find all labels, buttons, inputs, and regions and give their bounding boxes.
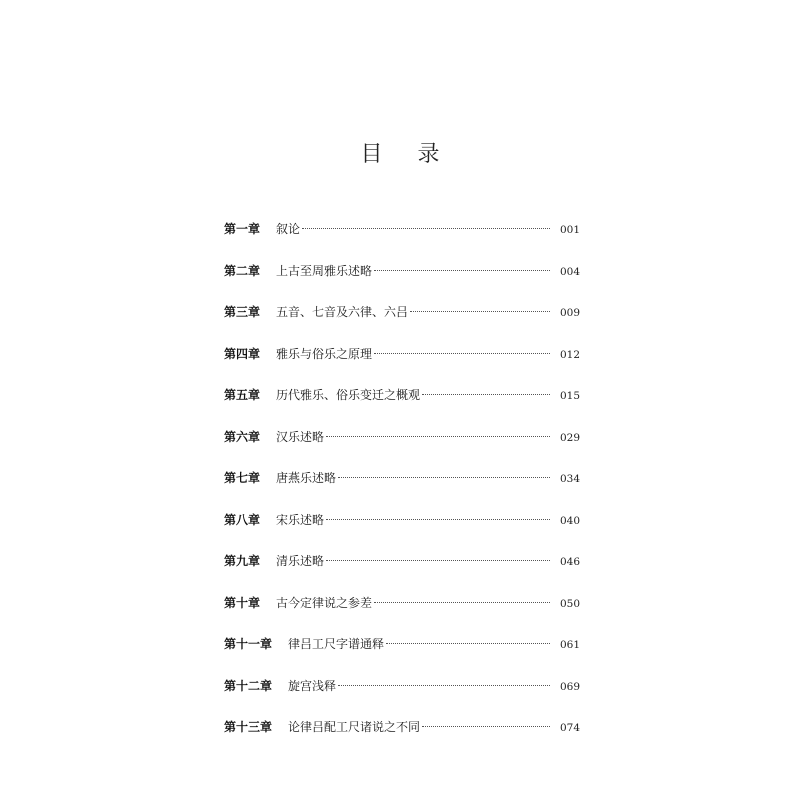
chapter-number: 第三章	[224, 305, 261, 319]
chapter-number: 第十二章	[224, 678, 273, 693]
page-number: 004	[559, 265, 580, 278]
chapter-title: 雅乐与俗乐之原理	[276, 346, 373, 361]
chapter-number: 第八章	[224, 512, 261, 527]
toc-entry-chapter-10[interactable]	[224, 590, 580, 632]
toc-entry-chapter-12[interactable]	[224, 673, 580, 715]
dot-leader	[410, 310, 550, 312]
toc-entry-chapter-13[interactable]	[224, 714, 580, 756]
chapter-title: 律吕工尺字谱通释	[288, 637, 385, 651]
page-title: 目 录	[360, 141, 454, 167]
chapter-title: 叙论	[276, 222, 301, 236]
page-number: 050	[559, 597, 580, 610]
chapter-title: 论律吕配工尺诸说之不同	[288, 720, 421, 734]
dot-leader	[302, 227, 550, 229]
chapter-number: 第九章	[224, 554, 261, 568]
dot-leader	[374, 269, 550, 271]
chapter-title: 宋乐述略	[276, 512, 325, 527]
page-number: 034	[559, 473, 580, 485]
page-number: 040	[559, 514, 580, 527]
chapter-number: 第六章	[224, 429, 261, 444]
chapter-title: 唐燕乐述略	[276, 471, 337, 485]
toc-entry-chapter-8[interactable]	[224, 507, 580, 549]
toc-entry-chapter-1[interactable]	[224, 216, 580, 258]
toc-entry-chapter-3[interactable]	[224, 299, 580, 341]
page-number: 001	[559, 224, 580, 236]
chapter-number: 第七章	[224, 471, 261, 485]
dot-leader	[326, 559, 550, 561]
dot-leader	[338, 476, 550, 478]
page-number: 009	[559, 307, 580, 319]
chapter-title: 上古至周雅乐述略	[276, 263, 373, 278]
chapter-number: 第五章	[224, 388, 261, 402]
chapter-title: 旋宫浅释	[288, 678, 337, 693]
chapter-number: 第十章	[224, 595, 261, 610]
page-number: 074	[559, 722, 580, 734]
toc-entry-chapter-5[interactable]	[224, 382, 580, 424]
chapter-number: 第二章	[224, 263, 261, 278]
dot-leader	[422, 725, 550, 727]
toc-entry-chapter-2[interactable]	[224, 258, 580, 300]
dot-leader	[386, 642, 550, 644]
chapter-number: 第十三章	[224, 720, 273, 734]
dot-leader	[326, 518, 550, 520]
page-number: 061	[559, 639, 580, 651]
chapter-number: 第四章	[224, 346, 261, 361]
page-number: 069	[559, 680, 580, 693]
toc-entry-chapter-9[interactable]	[224, 548, 580, 590]
chapter-title: 古今定律说之参差	[276, 595, 373, 610]
toc-entry-chapter-7[interactable]	[224, 465, 580, 507]
toc-entry-chapter-4[interactable]	[224, 341, 580, 383]
dot-leader	[374, 352, 550, 354]
page-number: 012	[559, 348, 580, 361]
toc-entry-chapter-11[interactable]	[224, 631, 580, 673]
page-number: 046	[559, 556, 580, 568]
page-number: 015	[559, 390, 580, 402]
dot-leader	[338, 684, 550, 686]
chapter-title: 汉乐述略	[276, 429, 325, 444]
dot-leader	[326, 435, 550, 437]
chapter-title: 清乐述略	[276, 554, 325, 568]
dot-leader	[374, 601, 550, 603]
page-number: 029	[559, 431, 580, 444]
chapter-title: 历代雅乐、俗乐变迁之概观	[276, 388, 421, 402]
chapter-number: 第一章	[224, 222, 261, 236]
chapter-title: 五音、七音及六律、六吕	[276, 305, 409, 319]
toc-entry-chapter-6[interactable]	[224, 424, 580, 466]
table-of-contents	[224, 216, 580, 756]
chapter-number: 第十一章	[224, 637, 273, 651]
dot-leader	[422, 393, 550, 395]
